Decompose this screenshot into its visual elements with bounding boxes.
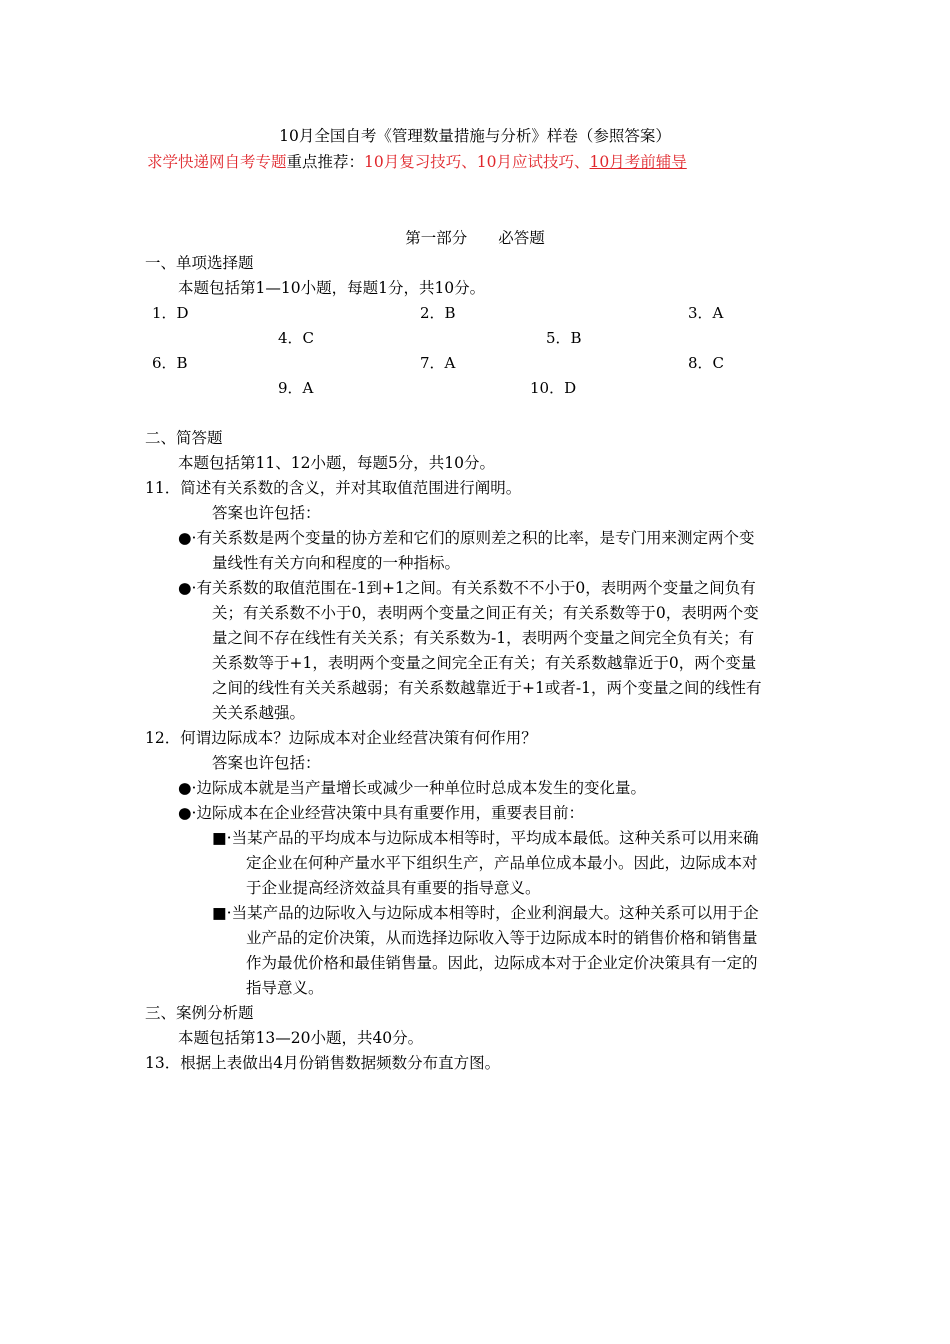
answer-item: 6．B [152, 354, 188, 372]
promo-separator: 、 [461, 153, 477, 171]
promo-separator: 、 [574, 153, 590, 171]
answer-item: 2．B [420, 304, 456, 322]
section-intro: 本题包括第1—10小题，每题1分，共10分。 [178, 279, 486, 297]
bullet-text: ●·边际成本在企业经营决策中具有重要作用，重要表目前： [178, 804, 584, 822]
section-intro: 本题包括第11、12小题，每题5分，共10分。 [178, 454, 496, 472]
bullet-text: 关关系越强。 [212, 704, 306, 722]
bullet-text: 关系数等于+1，表明两个变量之间完全正有关；有关系数越靠近于0，两个变量 [212, 654, 757, 672]
bullet-text: ●·有关系数的取值范围在-1到+1之间。有关系数不不小于0，表明两个变量之间负有 [178, 579, 756, 597]
answer-item: 5．B [546, 329, 582, 347]
bullet-text: 关；有关系数不小于0，表明两个变量之间正有关；有关系数等于0，表明两个变 [212, 604, 759, 622]
bullet-text: ●·边际成本就是当产量增长或减少一种单位时总成本发生的变化量。 [178, 779, 646, 797]
answer-item: 3．A [688, 304, 724, 322]
bullet-text: 之间的线性有关关系越弱；有关系数越靠近于+1或者-1，两个变量之间的线性有 [212, 679, 762, 697]
answer-item: 7．A [420, 354, 456, 372]
question-12: 12．何谓边际成本？边际成本对企业经营决策有何作用？ [145, 729, 537, 747]
answer-item: 1．D [152, 304, 189, 322]
section-heading: 三、案例分析题 [145, 1004, 254, 1022]
sub-bullet-text: ■·当某产品的边际收入与边际成本相等时，企业利润最大。这种关系可以用于企 [212, 904, 759, 922]
question-11: 11．简述有关系数的含义，并对其取值范围进行阐明。 [145, 479, 522, 497]
sub-bullet-text: 作为最优价格和最佳销售量。因此，边际成本对于企业定价决策具有一定的 [246, 954, 758, 972]
answer-item: 10．D [530, 379, 577, 397]
section-heading: 二、简答题 [145, 429, 223, 447]
question-13: 13．根据上表做出4月份销售数据频数分布直方图。 [145, 1054, 501, 1072]
answer-item: 8．C [688, 354, 725, 372]
sub-bullet-text: 指导意义。 [246, 979, 324, 997]
promo-line [147, 152, 687, 172]
document-title: 10月全国自考《管理数量措施与分析》样卷（参照答案） [279, 127, 671, 145]
promo-link-exam-tips[interactable]: 10月应试技巧 [476, 153, 575, 171]
promo-link-pre-exam-tutoring[interactable]: 10月考前辅导 [589, 153, 687, 171]
answer-intro: 答案也许包括： [212, 504, 321, 522]
sub-bullet-text: ■·当某产品的平均成本与边际成本相等时，平均成本最低。这种关系可以用来确 [212, 829, 759, 847]
answer-intro: 答案也许包括： [212, 754, 321, 772]
section-intro: 本题包括第13—20小题，共40分。 [178, 1029, 424, 1047]
sub-bullet-text: 定企业在何种产量水平下组织生产，产品单位成本最小。因此，边际成本对 [246, 854, 758, 872]
promo-site-link[interactable]: 求学快递网自考专题 [147, 153, 287, 171]
promo-link-review-tips[interactable]: 10月复习技巧 [364, 153, 462, 171]
bullet-text: 量之间不存在线性有关关系；有关系数为-1，表明两个变量之间完全负有关；有 [212, 629, 755, 647]
section-heading: 一、单项选择题 [145, 254, 254, 272]
answer-item: 9．A [278, 379, 314, 397]
sub-bullet-text: 业产品的定价决策，从而选择边际收入等于边际成本时的销售价格和销售量 [246, 929, 758, 947]
bullet-text: ●·有关系数是两个变量的协方差和它们的原则差之积的比率，是专门用来测定两个变 [178, 529, 755, 547]
part-title: 第一部分 必答题 [405, 229, 545, 247]
sub-bullet-text: 于企业提高经济效益具有重要的指导意义。 [246, 879, 541, 897]
answer-item: 4．C [278, 329, 315, 347]
promo-label: 重点推荐： [286, 153, 365, 171]
bullet-text: 量线性有关方向和程度的一种指标。 [212, 554, 461, 572]
